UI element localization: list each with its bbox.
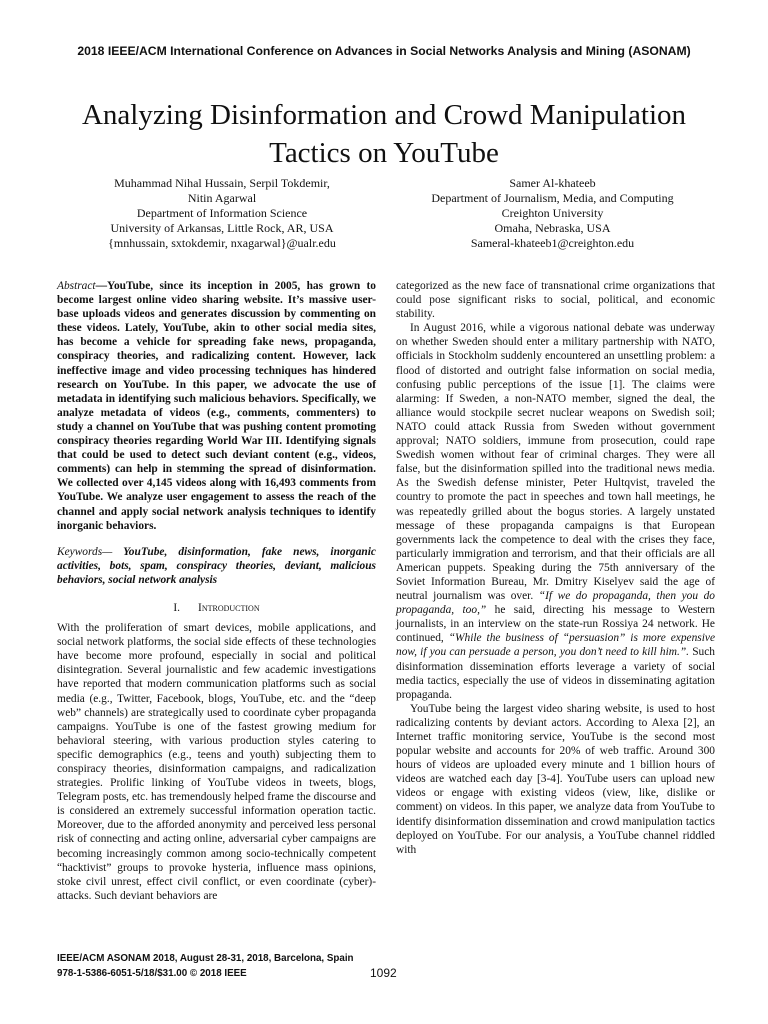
section-number: I.	[173, 601, 181, 614]
author-email: Sameral-khateeb1@creighton.edu	[470, 236, 635, 250]
author-email: {mnhussain, sxtokdemir, nxagarwal}@ualr.edu	[108, 236, 336, 250]
abstract	[57, 279, 376, 533]
right-column	[396, 279, 715, 857]
section-name: Introduction	[198, 601, 260, 614]
author-department: Department of Information Science	[136, 206, 308, 220]
para2-text-c: Such disinformation dissemination efforts leverage a variety of social media tactics, especially the use of videos in disseminating agitation propaganda.	[396, 646, 715, 701]
paper-title	[40, 96, 728, 172]
title-line-2: Tactics on YouTube	[269, 137, 499, 169]
page-number: 1092	[370, 966, 397, 980]
author-block-left	[62, 176, 382, 251]
abstract-label: Abstract	[57, 280, 96, 292]
conference-header: 2018 IEEE/ACM International Conference on Advances in Social Networks Analysis and Mining (ASONAM)	[77, 44, 691, 58]
section-heading-introduction	[57, 601, 376, 615]
footer-info	[57, 951, 354, 981]
right-paragraph-1: categorized as the new face of transnational crime organizations that could pose significant risks to social, political, and economic stability.	[396, 280, 715, 321]
author-location: Omaha, Nebraska, USA	[494, 221, 611, 235]
keywords-text: YouTube, disinformation, fake news, inorganic activities, bots, spam, conspiracy theories, deviant, malicious behaviors, social network analysis	[57, 545, 376, 586]
footer-conference: IEEE/ACM ASONAM 2018, August 28-31, 2018, Barcelona, Spain	[57, 953, 354, 964]
right-paragraph-3: YouTube being the largest video sharing website, is used to host radicalizing contents by deviant actors. According to Alexa [2], an Internet traffic monitoring service, YouTube is the second most popular website and accounts for 20% of web traffic. Around 300 hours of videos are uploaded every minute and 1 billion hours of videos are watched each day [3-4]. YouTube users can upload new videos or engage with existing videos (view, like, dislike or comment) on videos. In this paper, we analyze data from YouTube to identify disinformation dissemination and crowd manipulation tactics deployed on YouTube. For our analysis, a YouTube channel riddled with	[396, 702, 715, 856]
author-names-cont: Nitin Agarwal	[187, 191, 257, 205]
quote-kiselyev-1: “If we do propaganda, then you do propaganda, too,”	[396, 590, 715, 617]
abstract-text: —YouTube, since its inception in 2005, has grown to become largest online video sharing website. It’s massive user-base uploads videos and generates discussion by commenting on these videos. Lately, YouTube, akin to other social media sites, has become a vehicle for spreading fake news, propaganda, conspiracy theories, and radicalizing content. However, lack ineffective image and video processing techniques has hindered research on YouTube. In this paper, we advocate the use of metadata in identifying such malicious behaviors. Specifically, we analyze metadata of videos (e.g., comments, commenters) to study a channel on YouTube that was pushing content promoting conspiracy theories regarding World War III. Identifying signals that could be used to detect such deviant content (e.g., videos, comments) can help in stemming the spread of disinformation. We collected over 4,145 videos along with 16,493 comments from YouTube. We analyze user engagement to assess the reach of the channel and apply social network analysis techniques to identify inorganic behaviors.	[57, 280, 376, 532]
footer-isbn: 978-1-5386-6051-5/18/$31.00 © 2018 IEEE	[57, 968, 247, 979]
author-names: Muhammad Nihal Hussain, Serpil Tokdemir,	[114, 176, 330, 190]
para2-text-a: In August 2016, while a vigorous national debate was underway on whether Sweden should enter a military partnership with NATO, officials in Stockholm suddenly encountered an unsettling problem: a flood of distorted and outright false information on social media, confusing public perceptions of the issue [1]. The claims were alarming: If Sweden, a non-NATO member, signed the deal, the alliance would stockpile secret nuclear weapons on Swedish soil; NATO could attack Russia from Sweden without government approval; NATO soldiers, immune from prosecution, could rape Swedish women without fear of criminal charges. They were all false, but the disinformation spilled into the traditional news media. As the Swedish defense minister, Peter Hultqvist, traveled the country to promote the pact in speeches and town hall meetings, he was repeatedly grilled about the bogus stories. A largely unstated message of these propaganda campaigns is that European governments lack the competence to deal with the crises they face, particularly immigration and terrorism, and that their officials are all American puppets. Speaking during the 75th anniversary of the Soviet Information Bureau, Mr. Dmitry Kiselyev said the age of neutral journalism was over.	[396, 322, 715, 603]
author-university: Creighton University	[501, 206, 604, 220]
author-block-right	[395, 176, 710, 251]
left-column	[57, 279, 376, 903]
quote-kiselyev-2: “While the business of “persuasion” is more expensive now, if you can persuade a person, you don’t need to kill him.”.	[396, 632, 715, 659]
author-names: Samer Al-khateeb	[509, 176, 596, 190]
right-paragraph-2	[396, 321, 715, 702]
keywords	[57, 545, 376, 587]
author-department: Department of Journalism, Media, and Computing	[431, 191, 674, 205]
title-line-1: Analyzing Disinformation and Crowd Manipulation	[81, 99, 687, 131]
para2-text-b: he said, directing his message to Western journalists, in an interview on the state-run Rossiya 24 network. He continued,	[396, 604, 716, 645]
keywords-label: Keywords—	[57, 545, 113, 558]
intro-paragraph-1: With the proliferation of smart devices, mobile applications, and social network platforms, the social side effects of these technologies have become more profound, especially in social and political disintegration. Several journalistic and few academic investigations have reported that modern communication platforms such as social media (e.g., Twitter, Facebook, blogs, YouTube, etc. and the “deep web” channels) are strategically used to coordinate cyber propaganda campaigns. YouTube is one of the fastest growing medium for behavioral steering, with various production styles catering to specific demographics (e.g., teens and youth) subjecting them to conspiracy theories, disinformation campaigns, and radicalization strategies. Prolific linking of YouTube videos in tweets, blogs, Telegram posts, etc. has tremendously helped frame the discourse and is considered an extremely successful information operation tactic. Moreover, due to the afforded anonymity and perceived less personal risk of connecting and acting online, adversarial cyber campaigns are becoming increasingly common among socio-technically competent “hacktivist” groups to provoke hysteria, influence mass opinions, stoke civil unrest, effect civil conflict, or even coordinate (cyber)-attacks. Such deviant behaviors are	[57, 622, 376, 902]
author-university: University of Arkansas, Little Rock, AR, USA	[110, 221, 334, 235]
